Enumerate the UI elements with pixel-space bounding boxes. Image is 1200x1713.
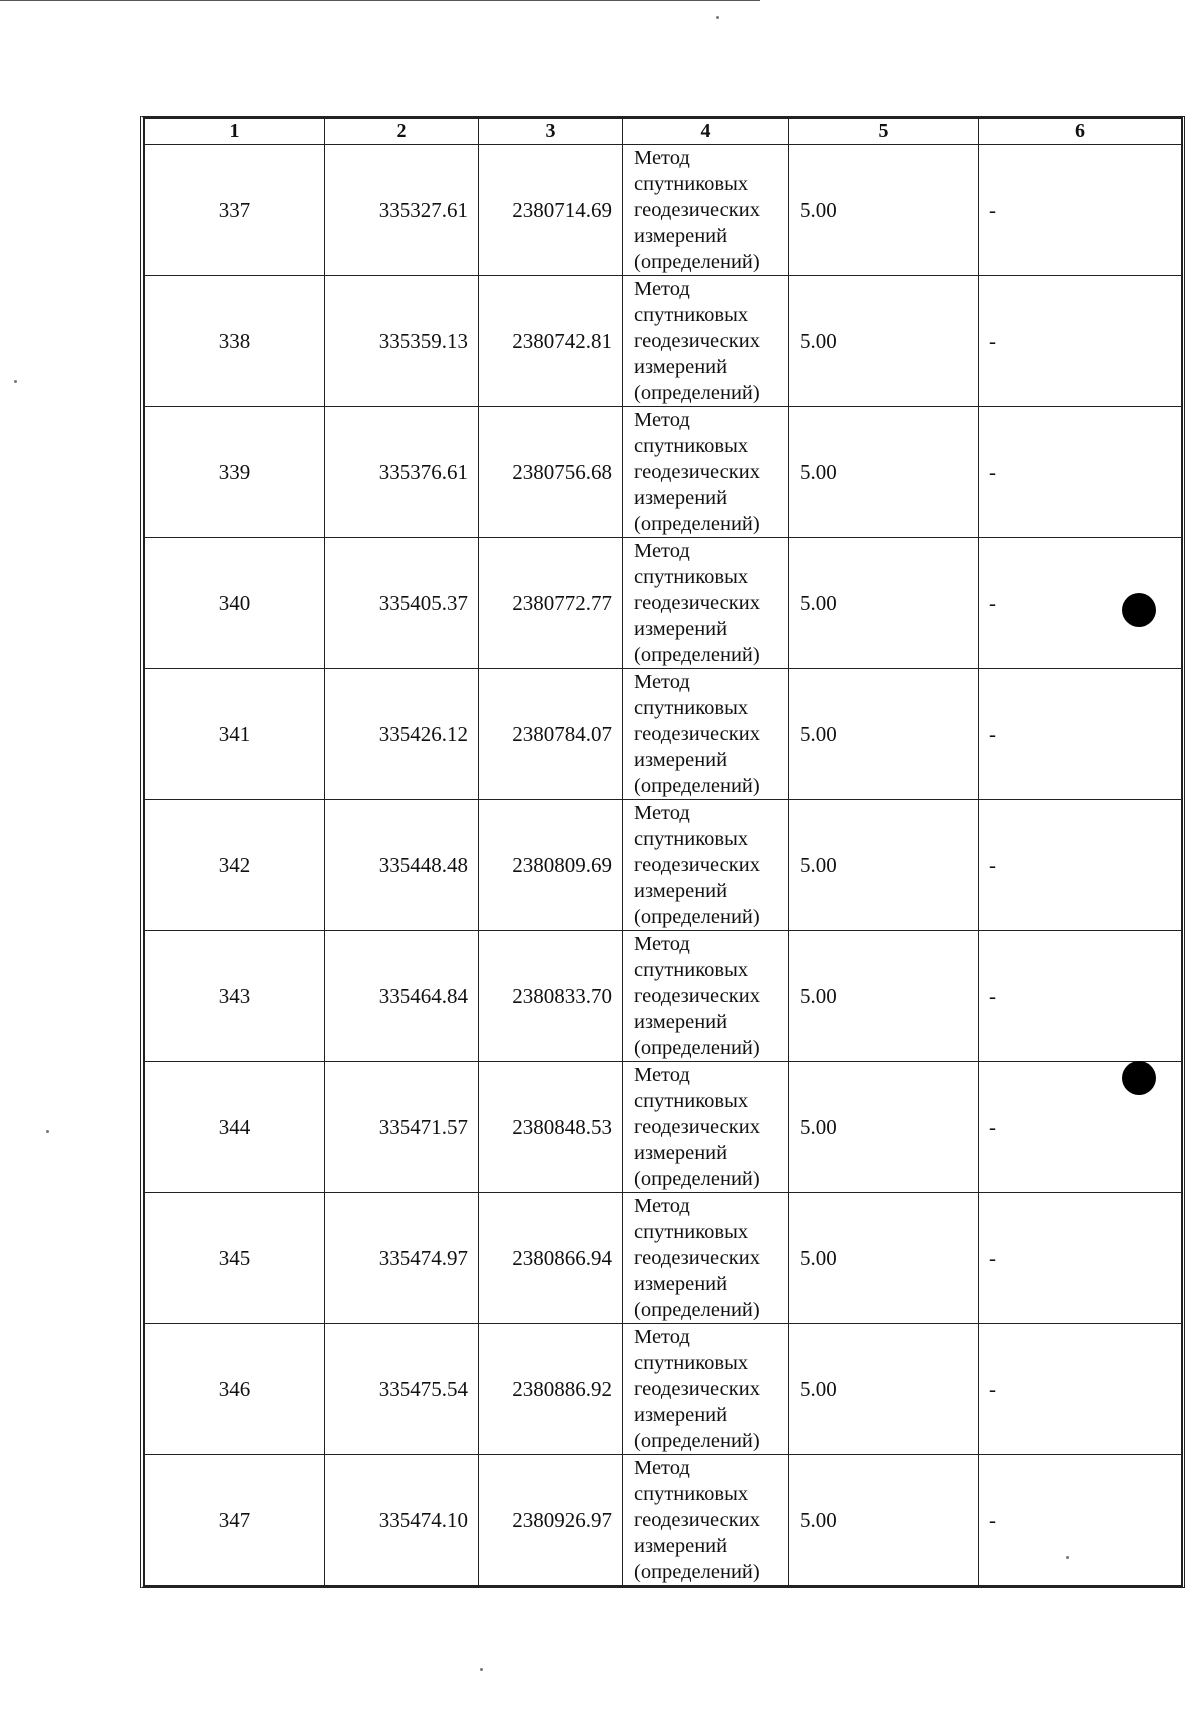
cell-accuracy: 5.00 xyxy=(789,1455,979,1586)
cell-description: - xyxy=(979,1062,1182,1193)
cell-coordinate-x: 335474.10 xyxy=(325,1455,479,1586)
cell-accuracy: 5.00 xyxy=(789,931,979,1062)
header-col-2: 2 xyxy=(325,119,479,145)
page-top-rule xyxy=(0,0,760,1)
cell-accuracy: 5.00 xyxy=(789,538,979,669)
punch-hole-mark xyxy=(1122,593,1156,627)
cell-coordinate-x: 335474.97 xyxy=(325,1193,479,1324)
cell-coordinate-x: 335405.37 xyxy=(325,538,479,669)
header-col-6: 6 xyxy=(979,119,1182,145)
cell-method: Метод спутниковых геодезических измерений (определений) xyxy=(623,800,789,931)
table-row xyxy=(145,1324,1182,1455)
cell-method: Метод спутниковых геодезических измерений (определений) xyxy=(623,1324,789,1455)
cell-coordinate-x: 335426.12 xyxy=(325,669,479,800)
cell-method: Метод спутниковых геодезических измерений (определений) xyxy=(623,145,789,276)
cell-method: Метод спутниковых геодезических измерений (определений) xyxy=(623,1193,789,1324)
cell-coordinate-x: 335471.57 xyxy=(325,1062,479,1193)
cell-accuracy: 5.00 xyxy=(789,1324,979,1455)
cell-accuracy: 5.00 xyxy=(789,1193,979,1324)
cell-method: Метод спутниковых геодезических измерений (определений) xyxy=(623,407,789,538)
cell-coordinate-y: 2380866.94 xyxy=(479,1193,623,1324)
cell-method: Метод спутниковых геодезических измерений (определений) xyxy=(623,669,789,800)
cell-coordinate-y: 2380809.69 xyxy=(479,800,623,931)
cell-description: - xyxy=(979,538,1182,669)
header-col-1: 1 xyxy=(145,119,325,145)
table-row xyxy=(145,931,1182,1062)
scan-speck xyxy=(1066,1556,1069,1559)
cell-method: Метод спутниковых геодезических измерений (определений) xyxy=(623,538,789,669)
cell-accuracy: 5.00 xyxy=(789,669,979,800)
header-col-3: 3 xyxy=(479,119,623,145)
cell-accuracy: 5.00 xyxy=(789,276,979,407)
cell-method: Метод спутниковых геодезических измерений (определений) xyxy=(623,1455,789,1586)
cell-description: - xyxy=(979,669,1182,800)
table-row xyxy=(145,1455,1182,1586)
cell-accuracy: 5.00 xyxy=(789,1062,979,1193)
table-row xyxy=(145,276,1182,407)
cell-coordinate-x: 335475.54 xyxy=(325,1324,479,1455)
cell-method: Метод спутниковых геодезических измерений (определений) xyxy=(623,931,789,1062)
cell-point-number: 341 xyxy=(145,669,325,800)
cell-description: - xyxy=(979,931,1182,1062)
table-row xyxy=(145,669,1182,800)
cell-point-number: 339 xyxy=(145,407,325,538)
cell-coordinate-y: 2380833.70 xyxy=(479,931,623,1062)
table-row xyxy=(145,1062,1182,1193)
scan-speck xyxy=(14,380,17,383)
cell-coordinate-x: 335376.61 xyxy=(325,407,479,538)
table-row xyxy=(145,538,1182,669)
cell-point-number: 346 xyxy=(145,1324,325,1455)
cell-point-number: 344 xyxy=(145,1062,325,1193)
cell-description: - xyxy=(979,407,1182,538)
cell-coordinate-y: 2380886.92 xyxy=(479,1324,623,1455)
cell-point-number: 338 xyxy=(145,276,325,407)
cell-description: - xyxy=(979,1193,1182,1324)
cell-coordinate-x: 335448.48 xyxy=(325,800,479,931)
cell-description: - xyxy=(979,276,1182,407)
cell-point-number: 343 xyxy=(145,931,325,1062)
table-row xyxy=(145,1193,1182,1324)
cell-description: - xyxy=(979,145,1182,276)
cell-method: Метод спутниковых геодезических измерений (определений) xyxy=(623,276,789,407)
cell-coordinate-x: 335464.84 xyxy=(325,931,479,1062)
header-col-4: 4 xyxy=(623,119,789,145)
scan-speck xyxy=(716,16,719,19)
cell-coordinate-y: 2380742.81 xyxy=(479,276,623,407)
cell-point-number: 347 xyxy=(145,1455,325,1586)
cell-description: - xyxy=(979,800,1182,931)
cell-coordinate-y: 2380784.07 xyxy=(479,669,623,800)
cell-coordinate-y: 2380772.77 xyxy=(479,538,623,669)
cell-description: - xyxy=(979,1324,1182,1455)
cell-accuracy: 5.00 xyxy=(789,145,979,276)
scan-speck xyxy=(46,1130,49,1133)
cell-coordinate-x: 335327.61 xyxy=(325,145,479,276)
punch-hole-mark xyxy=(1122,1061,1156,1095)
cell-description: - xyxy=(979,1455,1182,1586)
cell-coordinate-y: 2380848.53 xyxy=(479,1062,623,1193)
cell-point-number: 340 xyxy=(145,538,325,669)
cell-coordinate-x: 335359.13 xyxy=(325,276,479,407)
cell-accuracy: 5.00 xyxy=(789,800,979,931)
header-row xyxy=(145,119,1182,145)
cell-method: Метод спутниковых геодезических измерений (определений) xyxy=(623,1062,789,1193)
scan-speck xyxy=(480,1668,483,1671)
table-row xyxy=(145,407,1182,538)
cell-coordinate-y: 2380756.68 xyxy=(479,407,623,538)
coordinates-table xyxy=(144,118,1182,1586)
header-col-5: 5 xyxy=(789,119,979,145)
cell-coordinate-y: 2380926.97 xyxy=(479,1455,623,1586)
table-row xyxy=(145,145,1182,276)
table-header xyxy=(145,119,1182,145)
cell-point-number: 342 xyxy=(145,800,325,931)
coordinates-table-frame xyxy=(140,116,1185,1588)
cell-point-number: 345 xyxy=(145,1193,325,1324)
cell-point-number: 337 xyxy=(145,145,325,276)
table-body xyxy=(145,145,1182,1586)
table-row xyxy=(145,800,1182,931)
cell-coordinate-y: 2380714.69 xyxy=(479,145,623,276)
cell-accuracy: 5.00 xyxy=(789,407,979,538)
